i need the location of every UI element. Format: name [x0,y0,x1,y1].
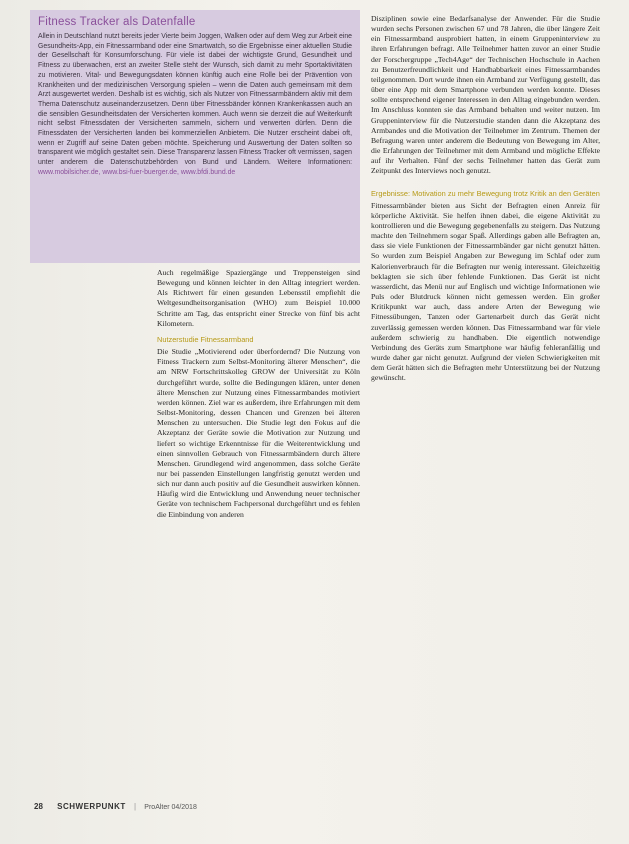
middle-column [157,268,360,520]
right-paragraph-1: Disziplinen sowie eine Bedarfsanalyse der Anwender. Für die Studie wurden sechs Personen zwischen 67 und 78 Jahren, die über längere Zeit ein Fitnessarmband ausprobiert hatten, in einem Gruppeninterview zu ihren Erfahrungen befragt. Alle Teilnehmer hatten zuvor an einer Studie der Forschergruppe „Tech4Age“ der Technischen Hochschule in Aachen zu Benutzerfreundlichkeit und Handhabbarkeit eines Fitnessarmbandes teilgenommen. Dort wurde ihnen ein Armband zur Verfügung gestellt, das über eine App mit dem Smartphone verbunden werden konnte. Dieses sollte entsprechend eigener Interessen in den Alltag eingebunden werden. Im Anschluss konnten sie das Armband behalten und weiter nutzen. Im Gruppeninterview für die Nutzerstudie standen dann die Akzeptanz des Armbandes und die Motivation der Teilnehmer im Zentrum. Themen der Befragung waren unter anderem die Bedeutung von Bewegung im Alter, die Erfahrungen der Teilnehmer mit dem Armband und mögliche Effekte auf ihr Verhalten. Fünf der sechs Teilnehmer hatten das Gerät zum Zeitpunkt des Interviews noch genutzt. [371,14,600,176]
middle-paragraph-1: Auch regelmäßige Spaziergänge und Treppensteigen sind Bewegung und können leichter in den Alltag integriert werden. Als Richtwert für einen gesunden Lebensstil empfiehlt die Weltgesundheitsorganisation (WHO) zum Beispiel 10.000 Schritte am Tag, das entspricht einer Strecke von fünf bis acht Kilometern. [157,268,360,328]
right-paragraph-2: Fitnessarmbänder bieten aus Sicht der Befragten einen Anreiz für körperliche Aktivität. Sie helfen ihnen dabei, die eigene Aktivität zu kontrollieren und die Bewegung gegebenenfalls zu steigern. Das Nutzung machte den Teilnehmern sogar Spaß. Allerdings gaben alle Befragten an, dass sie viele Funktionen der Fitnessarmbänder gar nicht genutzt hätten. So wurden zum Beispiel Angaben zur Bewegung im Schlaf oder zum Kalorienverbrauch für die Befragten nur wenig interessant. Gleichzeitig beklagten sie sich über fehlende Funktionen. Das Gerät ist nicht wasserdicht, das Menü nur auf Englisch und wichtige Informationen wie Puls oder Blutdruck können nicht gemessen werden. Ein großer Kritikpunkt war auch, dass andere Arten der Bewegung wie Fitnessübungen, Tanzen oder Gartenarbeit durch das Gerät nicht zuverlässig gemessen werden können. Das Fitnessarmband war für viele außerdem schwierig zu handhaben. Die eigentlich notwendige Verbindung des Geräts zum Smartphone war häufig fehleranfällig und wurde daher gar nicht genutzt. Aufgrund der vielen Schwierigkeiten mit dem Gerät hätten sich die Befragten mehr Unterstützung bei der Nutzung gewünscht. [371,200,600,383]
page-footer [34,802,197,811]
middle-heading: Nutzerstudie Fitnessarmband [157,334,254,344]
info-box-links[interactable]: www.mobilsicher.de, www.bsi-fuer-buerger.de, www.bfdi.bund.de [38,168,236,176]
footer-separator: | [133,802,137,811]
info-box-title: Fitness Tracker als Datenfalle [38,16,196,28]
info-box-body [38,32,352,178]
right-column [371,14,600,384]
page-number: 28 [34,802,43,811]
info-box-text: Allein in Deutschland nutzt bereits jeder Vierte beim Joggen, Walken oder auf dem Weg zur Arbeit eine Gesundheits-App, ein Fitnessarmband oder eine Smartwatch, so die Ergebnisse einer aktuellen Studie der Gesellschaft für Konsumforschung. Für viele ist dabei der wichtigste Grund, Gesundheit und Fitness zu überwachen, erst an zweiter Stelle steht der Wunsch, sich damit zu mehr Sportaktivitäten zu motivieren. Vital- und Bewegungsdaten können künftig auch eine Rolle bei der Prävention von Krankheiten und der medizinischen Versorgung spielen – wenn die Daten auch gemeinsam mit dem Arzt ausgewertet werden. Deshalb ist es wichtig, sich als Nutzer von Fitnessarmbändern aktiv mit dem Thema Datenschutz auseinanderzusetzen. Denn über Fitnessbänder können Krankenkassen auch an die sensiblen Gesundheitsdaten der Versicherten kommen. Auch wenn sie derzeit die auf Weiterkunft nicht selbst Fitnessdaten der Versicherten sammeln, sichern und verwerten dürfen. Denn die Fitnessdaten der Versicherten landen bei kommerziellen Anbietern. Die Nutzer erscheint dabei oft, wenn er Zugriff auf seine Daten geben möchte. Speicherung und Auswertung der Daten sollten so transparent wie möglich gestaltet sein. Diese Transparenz lassen Fitness Tracker oft vermissen, sagen unter anderem die Datenschutzbehörden von Bund und Ländern. Weitere Informationen: [38,33,352,167]
right-heading: Ergebnisse: Motivation zu mehr Bewegung trotz Kritik an den Geräten [371,188,600,198]
section-name: SCHWERPUNKT [57,802,126,811]
info-box [30,10,360,263]
magazine-issue: ProAlter 04/2018 [144,804,197,811]
middle-paragraph-2: Die Studie „Motivierend oder überfordernd? Die Nutzung von Fitness Trackern zum Selbst-Monitoring älterer Menschen“, die am NRW Fortschrittskolleg GROW der Universität zu Köln durchgeführt wurde, sollte die Bedingungen klären, unter denen ältere Menschen zur Nutzung eines Fitnessarmbandes motiviert werden können. Ziel war es außerdem, ihre Erfahrungen mit dem Selbst-Monitoring, dessen Chancen und Grenzen bei älteren Menschen zu untersuchen. Die Studie legt den Fokus auf die Akzeptanz der Geräte sowie die Motivation zur Nutzung und liefert so wichtige Erkenntnisse für die Weiterentwicklung und einen sinnvollen Gebrauch von Fitnessarmbändern durch ältere Menschen. Grundlegend wird angenommen, dass solche Geräte nur bei passenden Einstellungen langfristig genutzt werden und sich nur dann auch positiv auf die Gesundheit auswirken können. Häufig wird die Entwicklung und Anwendung neuer technischer Geräte von technischem Fachpersonal durchgeführt und es fehlen die Einbindung von anderen [157,347,360,519]
